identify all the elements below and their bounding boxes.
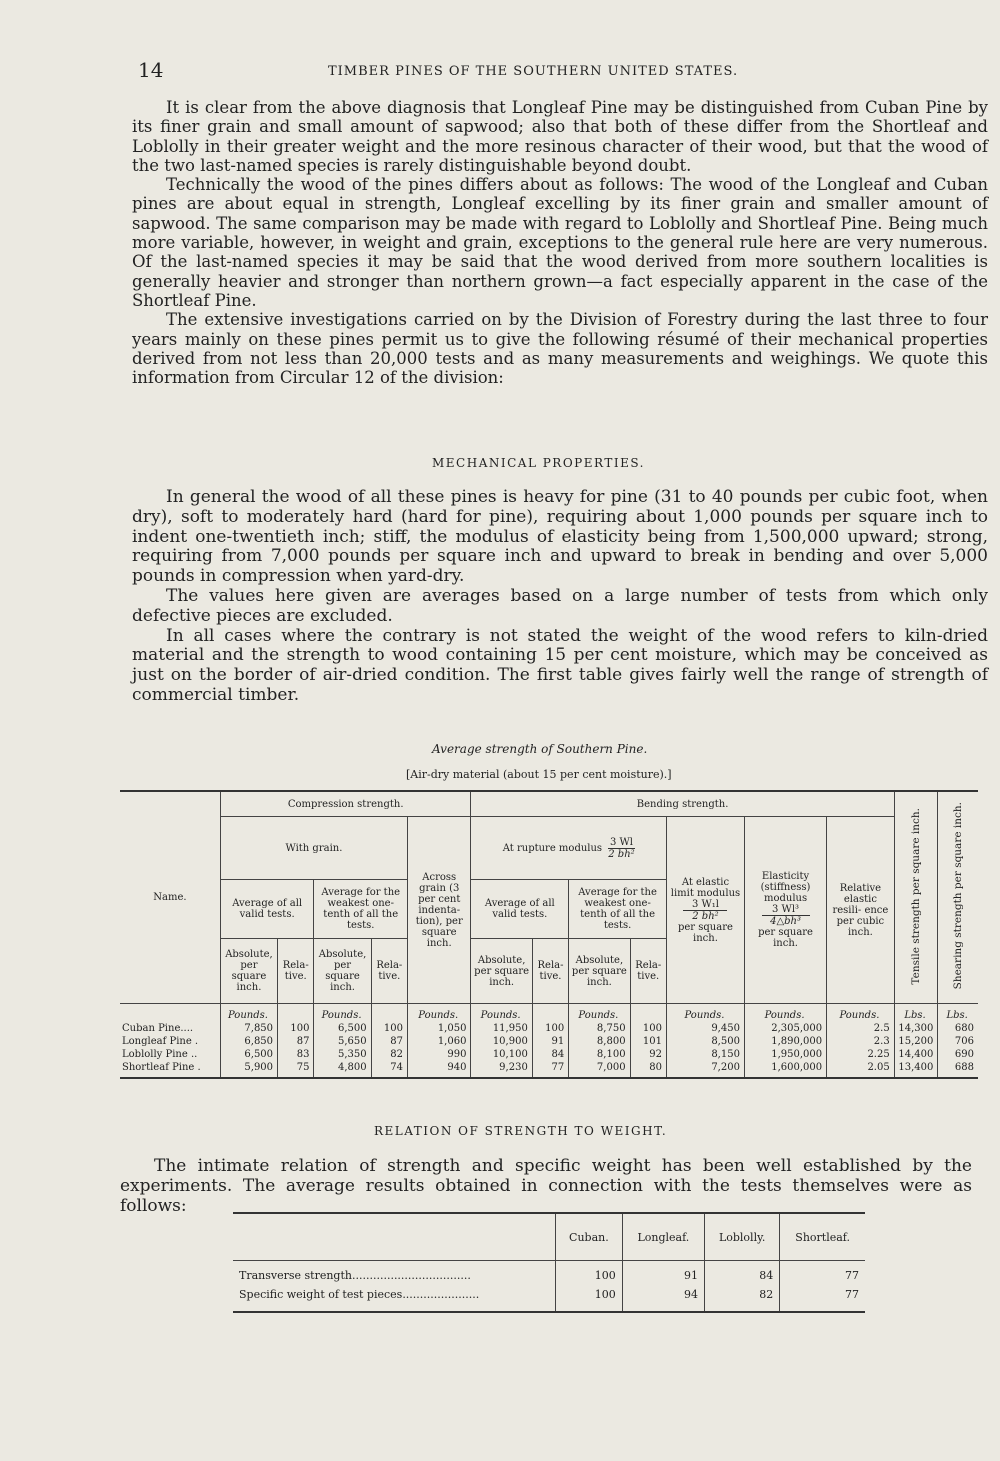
running-head: TIMBER PINES OF THE SOUTHERN UNITED STATES. xyxy=(328,64,739,79)
table-cell: 7,850 xyxy=(220,1022,277,1035)
table-cell: 9,450 xyxy=(666,1022,744,1035)
table-cell: 80 xyxy=(630,1061,666,1078)
rupture-formula: $\frac{3 Wl}{\text{2 bh²}}$ xyxy=(608,836,635,860)
table-row xyxy=(120,1022,978,1035)
across-grain-header: Across grain (3 per cent indenta- tion), per square inch. xyxy=(408,817,471,1004)
table-cell: 100 xyxy=(556,1261,623,1286)
compression-header: Compression strength. xyxy=(220,791,471,817)
col-header: Loblolly. xyxy=(704,1213,779,1261)
resilience-header: Relative elastic resili- ence per cubic inch. xyxy=(827,817,895,1004)
table-cell: 1,890,000 xyxy=(744,1035,826,1048)
table-cell: 82 xyxy=(704,1285,779,1312)
table-cell: 82 xyxy=(371,1048,407,1061)
bend-absolute-header: Absolute, per square inch. xyxy=(471,939,532,1004)
elastic-limit-formula: 3 W₁l 2 bh² xyxy=(683,899,727,922)
comp-weak-absolute-header: Absolute, per square inch. xyxy=(314,939,371,1004)
paragraph: In all cases where the contrary is not stated the weight of the wood refers to kiln-dried material and the strength to wood containing 15 per cent moisture, which may be conceived as just on the border of air-dried condition. The first table gives fairly well the range of strength of commercial timber. xyxy=(132,625,988,705)
unit-cell xyxy=(278,1004,314,1023)
table-cell: 2.3 xyxy=(827,1035,895,1048)
col-name-header: Name. xyxy=(120,791,220,1004)
intro-text xyxy=(132,98,988,387)
table-cell: 94 xyxy=(622,1285,704,1312)
table-cell: 92 xyxy=(630,1048,666,1061)
table-cell: 8,750 xyxy=(569,1022,630,1035)
unit-cell: Pounds. xyxy=(220,1004,277,1023)
table-cell: 8,150 xyxy=(666,1048,744,1061)
unit-cell: Pounds. xyxy=(314,1004,371,1023)
row-name: Cuban Pine.... xyxy=(122,1023,194,1034)
table-cell: 91 xyxy=(622,1261,704,1286)
table-cell: 8,800 xyxy=(569,1035,630,1048)
table-cell: 100 xyxy=(556,1285,623,1312)
table-row xyxy=(120,1035,978,1048)
strength-table xyxy=(120,790,978,1079)
comp-avg-all-header: Average of all valid tests. xyxy=(220,880,314,939)
col-header: Cuban. xyxy=(556,1213,623,1261)
bend-avg-weakest-header: Average for the weakest one-tenth of all the tests. xyxy=(569,880,667,939)
rupture-header: At rupture modulus $\frac{3 Wl}{\text{2 bh²}}$ xyxy=(471,817,667,880)
table-cell: 5,350 xyxy=(314,1048,371,1061)
with-grain-header: With grain. xyxy=(220,817,407,880)
table-cell: 7,000 xyxy=(569,1061,630,1078)
table-cell: 75 xyxy=(278,1061,314,1078)
table-cell: 2.25 xyxy=(827,1048,895,1061)
table-cell: 77 xyxy=(780,1261,865,1286)
paragraph: The intimate relation of strength and specific weight has been well established by the experiments. The average results obtained in connection with the tests themselves were as follows: xyxy=(120,1156,972,1216)
bend-weak-relative-header: Rela- tive. xyxy=(630,939,666,1004)
table-cell: 1,060 xyxy=(408,1035,471,1048)
table-cell: 100 xyxy=(532,1022,568,1035)
table-cell: 11,950 xyxy=(471,1022,532,1035)
bend-weak-absolute-header: Absolute, per square inch. xyxy=(569,939,630,1004)
table-cell: 1,050 xyxy=(408,1022,471,1035)
unit-cell xyxy=(532,1004,568,1023)
table-cell: 1,600,000 xyxy=(744,1061,826,1078)
units-row xyxy=(120,1004,978,1023)
table-row xyxy=(120,1048,978,1061)
table-cell: 1,950,000 xyxy=(744,1048,826,1061)
table-cell: 2,305,000 xyxy=(744,1022,826,1035)
table-cell: 8,100 xyxy=(569,1048,630,1061)
table-cell: 706 xyxy=(938,1035,978,1048)
table-cell: 5,650 xyxy=(314,1035,371,1048)
elasticity-formula: 3 Wl³ 4△bh³ xyxy=(762,904,810,927)
section-heading: MECHANICAL PROPERTIES. xyxy=(432,456,645,470)
table-cell: 74 xyxy=(371,1061,407,1078)
table-cell: 6,500 xyxy=(314,1022,371,1035)
bend-avg-all-header: Average of all valid tests. xyxy=(471,880,569,939)
row-label: Transverse strength.................................. xyxy=(233,1261,556,1286)
table-cell: 2.05 xyxy=(827,1061,895,1078)
table-cell: 87 xyxy=(371,1035,407,1048)
elasticity-header: Elasticity (stiffness) modulus 3 Wl³ 4△bh³ per square inch. xyxy=(744,817,826,1004)
table-subtitle: [Air-dry material (about 15 per cent moisture).] xyxy=(406,768,672,781)
section-heading: RELATION OF STRENGTH TO WEIGHT. xyxy=(374,1124,668,1138)
table-cell: 14,300 xyxy=(894,1022,938,1035)
row-name: Shortleaf Pine . xyxy=(120,1061,220,1078)
table-cell: 4,800 xyxy=(314,1061,371,1078)
table-cell: 100 xyxy=(278,1022,314,1035)
bend-relative-header: Rela- tive. xyxy=(532,939,568,1004)
table-cell: 680 xyxy=(938,1022,978,1035)
unit-cell: Pounds. xyxy=(744,1004,826,1023)
table-row xyxy=(233,1261,865,1286)
table-cell: 940 xyxy=(408,1061,471,1078)
table-cell: 84 xyxy=(704,1261,779,1286)
table-cell: 87 xyxy=(278,1035,314,1048)
table-row xyxy=(233,1285,865,1312)
paragraph: The extensive investigations carried on by the Division of Forestry during the last three to four years mainly on these pines permit us to give the following résumé of their mechanical properties derived from not less than 20,000 tests and as many measurements and weighings. We quote this information from Circular 12 of the division: xyxy=(132,310,988,388)
comp-relative-header: Rela- tive. xyxy=(278,939,314,1004)
bending-header: Bending strength. xyxy=(471,791,894,817)
table-cell: 77 xyxy=(780,1285,865,1312)
table-cell: 101 xyxy=(630,1035,666,1048)
unit-cell xyxy=(371,1004,407,1023)
relation-text xyxy=(120,1156,972,1216)
table-cell: 83 xyxy=(278,1048,314,1061)
comp-avg-weakest-header: Average for the weakest one-tenth of all the tests. xyxy=(314,880,408,939)
table-title: Average strength of Southern Pine. xyxy=(432,742,648,756)
table-cell: 10,900 xyxy=(471,1035,532,1048)
table-cell: 77 xyxy=(532,1061,568,1078)
unit-cell xyxy=(630,1004,666,1023)
table-cell: 10,100 xyxy=(471,1048,532,1061)
row-name: Loblolly Pine .. xyxy=(122,1049,198,1060)
tensile-header: Tensile strength per square inch. xyxy=(894,791,938,1004)
table-cell: 9,230 xyxy=(471,1061,532,1078)
unit-cell: Pounds. xyxy=(569,1004,630,1023)
comp-weak-relative-header: Rela- tive. xyxy=(371,939,407,1004)
relation-table xyxy=(233,1212,865,1313)
table-cell: 2.5 xyxy=(827,1022,895,1035)
table-cell: 6,500 xyxy=(220,1048,277,1061)
table-cell: 100 xyxy=(371,1022,407,1035)
unit-cell: Pounds. xyxy=(666,1004,744,1023)
unit-cell: Pounds. xyxy=(471,1004,532,1023)
table-cell: 91 xyxy=(532,1035,568,1048)
paragraph: It is clear from the above diagnosis that Longleaf Pine may be distinguished from Cuban Pine by its finer grain and small amount of sapwood; also that both of these differ from the Shortleaf and Loblolly in their greater weight and the more resinous character of their wood, but that the wood of the two last-named species is rarely distinguishable beyond doubt. xyxy=(132,98,988,175)
unit-cell: Pounds. xyxy=(408,1004,471,1023)
unit-cell: Pounds. xyxy=(827,1004,895,1023)
paragraph: The values here given are averages based on a large number of tests from which only defective pieces are excluded. xyxy=(132,585,988,626)
shearing-header: Shearing strength per square inch. xyxy=(938,791,978,1004)
table-row xyxy=(120,1061,978,1078)
table-cell: 13,400 xyxy=(894,1061,938,1078)
table-cell: 100 xyxy=(630,1022,666,1035)
col-header: Longleaf. xyxy=(622,1213,704,1261)
comp-absolute-header: Absolute, per square inch. xyxy=(220,939,277,1004)
unit-cell: Lbs. xyxy=(938,1004,978,1023)
table-cell: 5,900 xyxy=(220,1061,277,1078)
table-cell: 15,200 xyxy=(894,1035,938,1048)
col-header: Shortleaf. xyxy=(780,1213,865,1261)
table-cell: 690 xyxy=(938,1048,978,1061)
unit-cell: Lbs. xyxy=(894,1004,938,1023)
paragraph: Technically the wood of the pines differs about as follows: The wood of the Longleaf and Cuban pines are about equal in strength, Longleaf excelling by its finer grain and smaller amount of sapwood. The same comparison may be made with regard to Loblolly and Shortleaf Pine. Being much more variable, however, in weight and grain, exceptions to the general rule here are very numerous. Of the last-named species it may be said that the wood derived from more southern localities is generally heavier and stronger than northern grown—a fact especially apparent in the case of the Shortleaf Pine. xyxy=(132,175,988,310)
table-cell: 688 xyxy=(938,1061,978,1078)
table-cell: 990 xyxy=(408,1048,471,1061)
elastic-limit-header: At elastic limit modulus 3 W₁l 2 bh² per square inch. xyxy=(666,817,744,1004)
table-cell: 14,400 xyxy=(894,1048,938,1061)
table-cell: 84 xyxy=(532,1048,568,1061)
table-cell: 7,200 xyxy=(666,1061,744,1078)
paragraph: In general the wood of all these pines is heavy for pine (31 to 40 pounds per cubic foot, when dry), soft to moderately hard (hard for pine), requiring about 1,000 pounds per square inch to indent one-twentieth inch; stiff, the modulus of elasticity being from 1,500,000 upward; strong, requiring from 7,000 pounds per square inch and upward to break in bending and over 5,000 pounds in compression when yard-dry. xyxy=(132,487,988,587)
mechanical-text xyxy=(132,488,988,706)
table-cell: 8,500 xyxy=(666,1035,744,1048)
page-header xyxy=(138,58,988,86)
table-cell: 6,850 xyxy=(220,1035,277,1048)
row-name: Longleaf Pine . xyxy=(122,1036,199,1047)
row-label: Specific weight of test pieces...................... xyxy=(233,1285,556,1312)
page-number: 14 xyxy=(138,58,164,82)
